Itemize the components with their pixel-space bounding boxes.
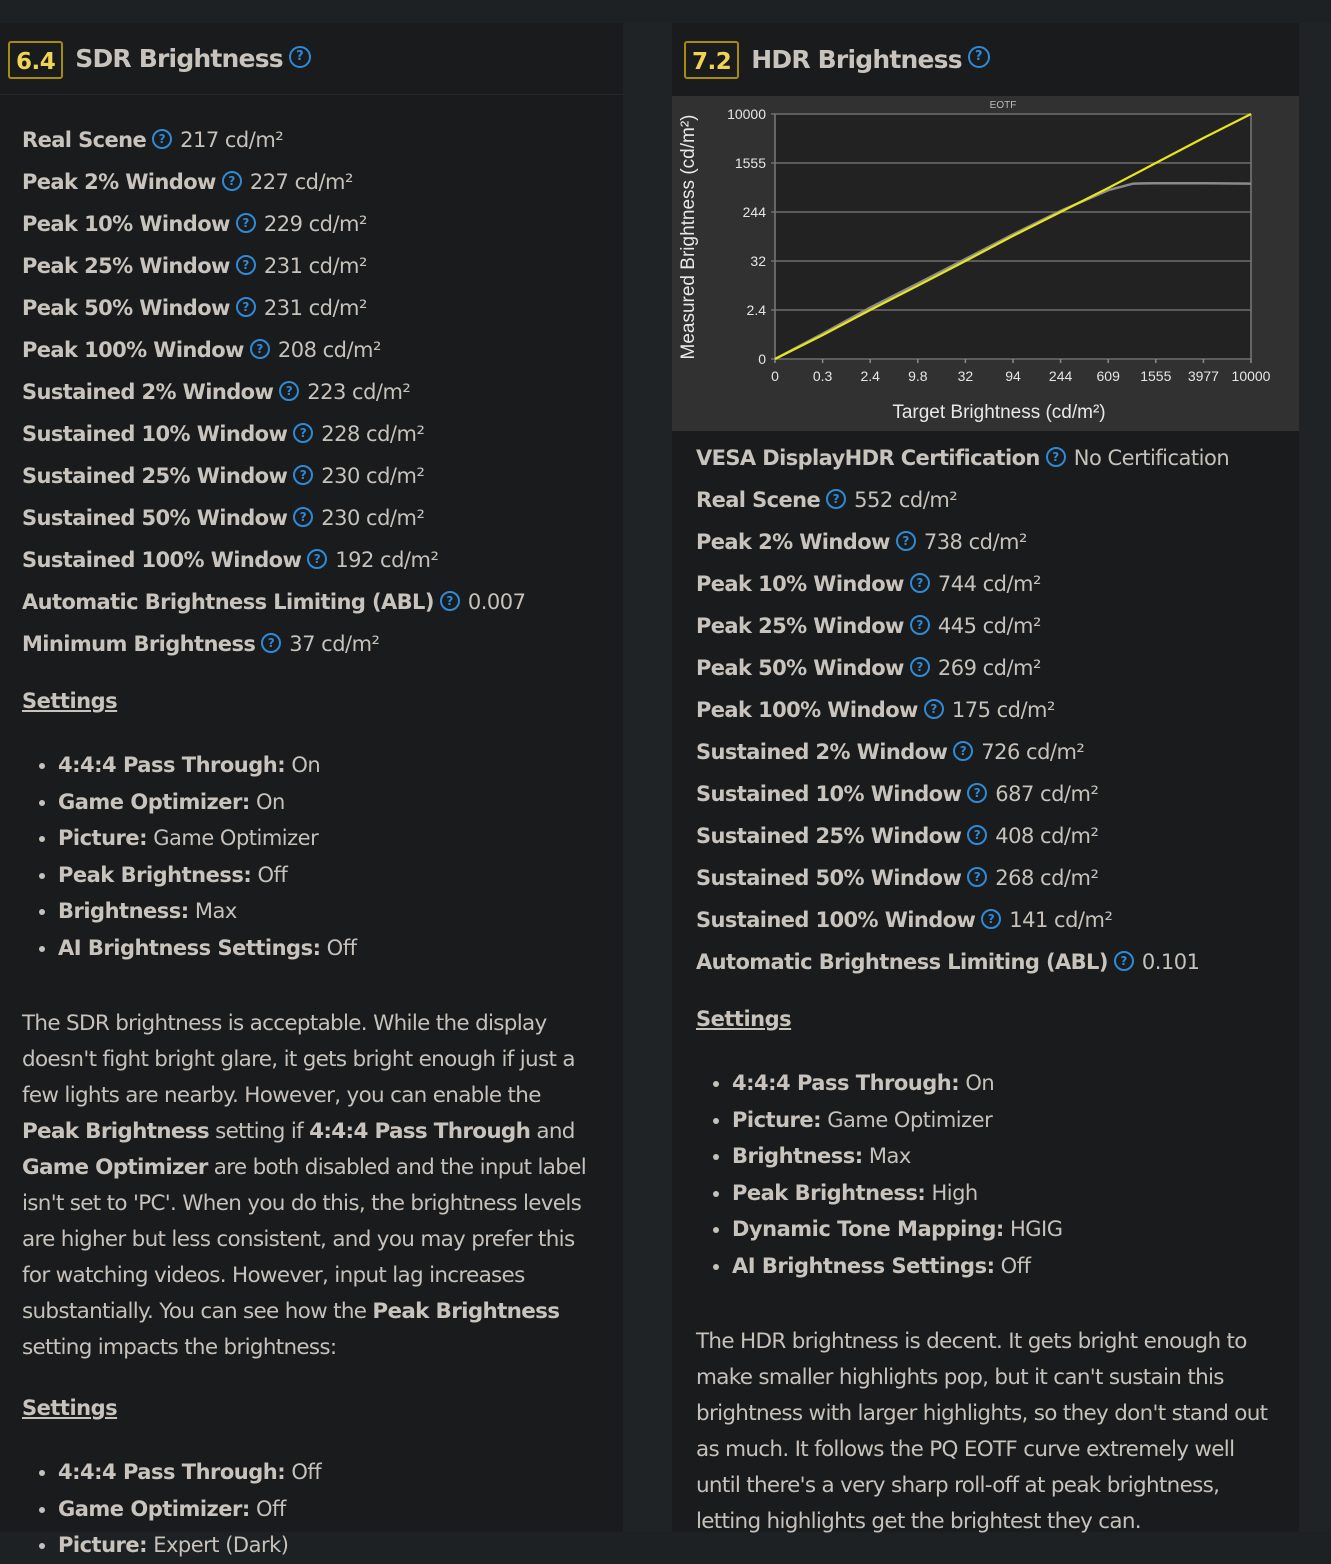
setting-key: 4:4:4 Pass Through: — [58, 1460, 286, 1484]
desc-text: setting impacts the brightness: — [22, 1335, 337, 1360]
hdr-settings-heading: Settings — [696, 1007, 792, 1031]
metric-row — [696, 563, 1275, 605]
metric-label: Automatic Brightness Limiting (ABL) — [22, 590, 434, 614]
sdr-score-badge: 6.4 — [8, 41, 63, 79]
metric-row — [22, 329, 601, 371]
metric-label: Sustained 2% Window — [696, 740, 948, 764]
setting-value: Off — [257, 862, 288, 887]
metric-value: 217 cd/m² — [180, 128, 284, 152]
metric-row — [22, 497, 601, 539]
setting-key: Picture: — [732, 1107, 822, 1132]
setting-item — [58, 1491, 601, 1528]
help-icon[interactable]: ? — [981, 909, 1001, 929]
metric-value: 141 cd/m² — [1009, 908, 1113, 932]
setting-item — [58, 930, 601, 967]
metric-label: Sustained 2% Window — [22, 380, 274, 404]
metric-value: 231 cd/m² — [263, 254, 367, 278]
help-icon[interactable]: ? — [968, 46, 990, 68]
x-tick-label: 2.4 — [860, 368, 880, 384]
metric-label: Sustained 25% Window — [696, 824, 962, 848]
hdr-settings-list — [696, 1065, 1275, 1284]
metric-row — [22, 161, 601, 203]
x-tick-label: 244 — [1048, 368, 1073, 384]
help-icon[interactable]: ? — [1114, 951, 1134, 971]
metric-row — [22, 539, 601, 581]
setting-item — [58, 820, 601, 857]
desc-text: and — [530, 1119, 575, 1144]
setting-item — [58, 747, 601, 784]
setting-value: On — [965, 1071, 995, 1095]
setting-value: Expert (Dark) — [153, 1533, 289, 1557]
metric-label: Peak 25% Window — [696, 614, 904, 638]
metric-label: Peak 10% Window — [22, 212, 230, 236]
sdr-settings2-list — [22, 1454, 601, 1564]
help-icon[interactable]: ? — [924, 699, 944, 719]
help-icon[interactable]: ? — [910, 573, 930, 593]
setting-value: Off — [1000, 1253, 1031, 1278]
hdr-description: The HDR brightness is decent. It gets bright enough to make smaller highlights pop, but it can't sustain this brightness with larger highlights, so they don't stand out as much. It follows the PQ EOTF curve extremely well until there's a very sharp roll-off at peak brightness, letting highlights get the brightest they can. — [696, 1329, 1268, 1534]
setting-value: Game Optimizer — [827, 1107, 993, 1132]
metric-label: Peak 100% Window — [22, 338, 244, 362]
setting-value: Max — [194, 899, 237, 923]
metric-value: 223 cd/m² — [307, 380, 411, 404]
metric-row — [696, 437, 1275, 479]
setting-value: Off — [255, 1496, 286, 1521]
help-icon[interactable]: ? — [953, 741, 973, 761]
metric-row — [22, 413, 601, 455]
x-tick-label: 1555 — [1140, 368, 1172, 384]
metric-label: Peak 10% Window — [696, 572, 904, 596]
help-icon[interactable]: ? — [293, 423, 313, 443]
metric-value: 268 cd/m² — [995, 866, 1099, 890]
setting-key: AI Brightness Settings: — [58, 935, 321, 960]
metric-value: 231 cd/m² — [263, 296, 367, 320]
y-tick-label: 244 — [742, 204, 766, 220]
setting-value: Max — [868, 1144, 911, 1168]
metric-label: Real Scene — [22, 128, 147, 152]
metric-label: Peak 25% Window — [22, 254, 230, 278]
x-axis-label: Target Brightness (cd/m²) — [892, 402, 1106, 423]
help-icon[interactable]: ? — [1046, 447, 1066, 467]
x-tick-label: 94 — [1005, 368, 1021, 384]
help-icon[interactable]: ? — [222, 171, 242, 191]
setting-value: High — [931, 1180, 978, 1205]
setting-value: HGIG — [1009, 1217, 1063, 1241]
sdr-header — [0, 23, 623, 95]
hdr-brightness-panel — [672, 23, 1299, 1532]
metric-label: Peak 50% Window — [696, 656, 904, 680]
metric-row — [22, 371, 601, 413]
metric-row — [696, 605, 1275, 647]
metric-label: Sustained 25% Window — [22, 464, 288, 488]
metric-label: VESA DisplayHDR Certification — [696, 446, 1040, 470]
hdr-section-title: HDR Brightness — [751, 44, 962, 74]
metric-row — [22, 287, 601, 329]
help-icon[interactable]: ? — [261, 633, 281, 653]
sdr-section-title: SDR Brightness — [75, 44, 283, 73]
x-tick-label: 9.8 — [908, 368, 928, 384]
metric-row — [696, 815, 1275, 857]
setting-value: On — [255, 789, 285, 814]
sdr-settings2-heading: Settings — [22, 1396, 118, 1420]
setting-key: Brightness: — [58, 899, 189, 923]
metric-value: 552 cd/m² — [854, 488, 958, 512]
desc-bold: Peak Brightness — [22, 1119, 209, 1144]
metric-row — [696, 941, 1275, 983]
setting-key: Brightness: — [732, 1144, 863, 1168]
setting-key: 4:4:4 Pass Through: — [58, 753, 286, 777]
metric-value: 726 cd/m² — [981, 740, 1085, 764]
metric-row — [696, 647, 1275, 689]
metric-value: 744 cd/m² — [937, 572, 1041, 596]
setting-key: Peak Brightness: — [732, 1180, 926, 1205]
help-icon[interactable]: ? — [910, 615, 930, 635]
desc-bold: Peak Brightness — [372, 1299, 560, 1324]
metric-value: 408 cd/m² — [995, 824, 1099, 848]
setting-item — [58, 784, 601, 821]
x-tick-label: 3977 — [1187, 368, 1219, 384]
metric-label: Peak 50% Window — [22, 296, 230, 320]
setting-item — [58, 1527, 601, 1564]
metric-row — [696, 899, 1275, 941]
metric-label: Sustained 100% Window — [696, 908, 976, 932]
setting-item — [58, 893, 601, 930]
metric-row — [696, 479, 1275, 521]
sdr-description — [22, 1006, 601, 1366]
metric-value: 0.101 — [1141, 950, 1200, 974]
metric-value: 445 cd/m² — [937, 614, 1041, 638]
setting-item — [732, 1102, 1275, 1139]
help-icon[interactable]: ? — [279, 381, 299, 401]
sdr-brightness-panel — [0, 23, 623, 1557]
metric-value: 0.007 — [467, 590, 526, 614]
metric-value: 192 cd/m² — [335, 548, 439, 572]
setting-value: Game Optimizer — [153, 826, 319, 850]
setting-value: Off — [326, 935, 357, 960]
metric-row — [696, 773, 1275, 815]
help-icon[interactable]: ? — [967, 825, 987, 845]
metric-value: 37 cd/m² — [289, 632, 380, 656]
setting-item — [732, 1248, 1275, 1285]
help-icon[interactable]: ? — [289, 46, 311, 68]
help-icon[interactable]: ? — [293, 507, 313, 527]
x-tick-label: 32 — [957, 368, 974, 384]
y-axis-label: Measured Brightness (cd/m²) — [678, 114, 699, 360]
metric-value: 208 cd/m² — [277, 338, 381, 362]
desc-text: are both disabled and the input label isn't set to 'PC'. When you do this, the brightness levels are higher but less consistent, and you may prefer this for watching videos. However, input lag increases substantially. You can see how the — [22, 1155, 587, 1324]
metric-row — [22, 623, 601, 665]
setting-key: AI Brightness Settings: — [732, 1253, 995, 1278]
help-icon[interactable]: ? — [896, 531, 916, 551]
metric-row — [22, 203, 601, 245]
x-tick-label: 0 — [771, 368, 779, 384]
metric-label: Sustained 50% Window — [22, 506, 288, 530]
help-icon[interactable]: ? — [967, 783, 987, 803]
y-tick-label: 1555 — [734, 155, 766, 171]
metric-row — [696, 521, 1275, 563]
y-tick-label: 32 — [750, 253, 766, 269]
setting-item — [58, 1454, 601, 1491]
x-tick-label: 0.3 — [812, 368, 833, 384]
setting-value: Off — [291, 1460, 322, 1484]
metric-row — [22, 581, 601, 623]
metric-label: Real Scene — [696, 488, 821, 512]
setting-item — [732, 1175, 1275, 1212]
metric-label: Peak 2% Window — [696, 530, 890, 554]
metric-label: Peak 2% Window — [22, 170, 216, 194]
setting-item — [732, 1211, 1275, 1248]
x-tick-label: 10000 — [1231, 368, 1271, 384]
help-icon[interactable]: ? — [236, 255, 256, 275]
metric-value: No Certification — [1073, 446, 1230, 470]
setting-value: On — [291, 753, 321, 777]
desc-text: The SDR brightness is acceptable. While the display doesn't fight bright glare, it gets bright enough if just a few lights are nearby. However, you can enable the — [22, 1011, 575, 1108]
metric-row — [22, 455, 601, 497]
setting-key: Picture: — [58, 1533, 148, 1557]
desc-bold: Game Optimizer — [22, 1155, 208, 1180]
metric-row — [696, 689, 1275, 731]
desc-bold: 4:4:4 Pass Through — [309, 1119, 531, 1144]
metric-value: 229 cd/m² — [263, 212, 367, 236]
hdr-header — [672, 23, 1299, 95]
setting-item — [732, 1138, 1275, 1175]
metric-row — [696, 731, 1275, 773]
help-icon[interactable]: ? — [307, 549, 327, 569]
metric-label: Sustained 100% Window — [22, 548, 302, 572]
chart-title: EOTF — [989, 100, 1017, 111]
sdr-settings-heading: Settings — [22, 689, 118, 713]
metric-label: Peak 100% Window — [696, 698, 918, 722]
help-icon[interactable]: ? — [293, 465, 313, 485]
metric-value: 175 cd/m² — [951, 698, 1055, 722]
y-tick-label: 2.4 — [746, 302, 766, 318]
setting-key: Peak Brightness: — [58, 862, 252, 887]
setting-key: 4:4:4 Pass Through: — [732, 1071, 960, 1095]
setting-key: Picture: — [58, 826, 148, 850]
metric-label: Sustained 10% Window — [696, 782, 962, 806]
y-tick-label: 10000 — [727, 106, 766, 122]
setting-key: Game Optimizer: — [58, 1496, 250, 1521]
eotf-chart — [672, 96, 1299, 431]
help-icon[interactable]: ? — [250, 339, 270, 359]
metric-row — [22, 245, 601, 287]
help-icon[interactable]: ? — [152, 129, 172, 149]
metric-value: 228 cd/m² — [321, 422, 425, 446]
help-icon[interactable]: ? — [967, 867, 987, 887]
help-icon[interactable]: ? — [826, 489, 846, 509]
metric-value: 738 cd/m² — [923, 530, 1027, 554]
metric-value: 227 cd/m² — [249, 170, 353, 194]
metric-value: 687 cd/m² — [995, 782, 1099, 806]
page-gutter-right — [1299, 23, 1331, 1532]
sdr-settings-list — [22, 747, 601, 966]
metric-label: Minimum Brightness — [22, 632, 256, 656]
help-icon[interactable]: ? — [440, 591, 460, 611]
setting-item — [732, 1065, 1275, 1102]
metric-value: 230 cd/m² — [321, 464, 425, 488]
hdr-metrics-list — [696, 437, 1275, 983]
metric-label: Automatic Brightness Limiting (ABL) — [696, 950, 1108, 974]
help-icon[interactable]: ? — [236, 213, 256, 233]
metric-value: 269 cd/m² — [937, 656, 1041, 680]
setting-item — [58, 857, 601, 894]
metric-row — [22, 119, 601, 161]
sdr-metrics-list — [22, 119, 601, 665]
metric-row — [696, 857, 1275, 899]
y-tick-label: 0 — [758, 351, 766, 367]
page-gutter — [623, 23, 672, 1532]
setting-key: Game Optimizer: — [58, 789, 250, 814]
metric-label: Sustained 50% Window — [696, 866, 962, 890]
help-icon[interactable]: ? — [910, 657, 930, 677]
metric-label: Sustained 10% Window — [22, 422, 288, 446]
metric-value: 230 cd/m² — [321, 506, 425, 530]
hdr-score-badge: 7.2 — [684, 41, 739, 79]
x-tick-label: 609 — [1096, 368, 1120, 384]
help-icon[interactable]: ? — [236, 297, 256, 317]
desc-text: setting if — [208, 1119, 310, 1144]
setting-key: Dynamic Tone Mapping: — [732, 1217, 1004, 1241]
